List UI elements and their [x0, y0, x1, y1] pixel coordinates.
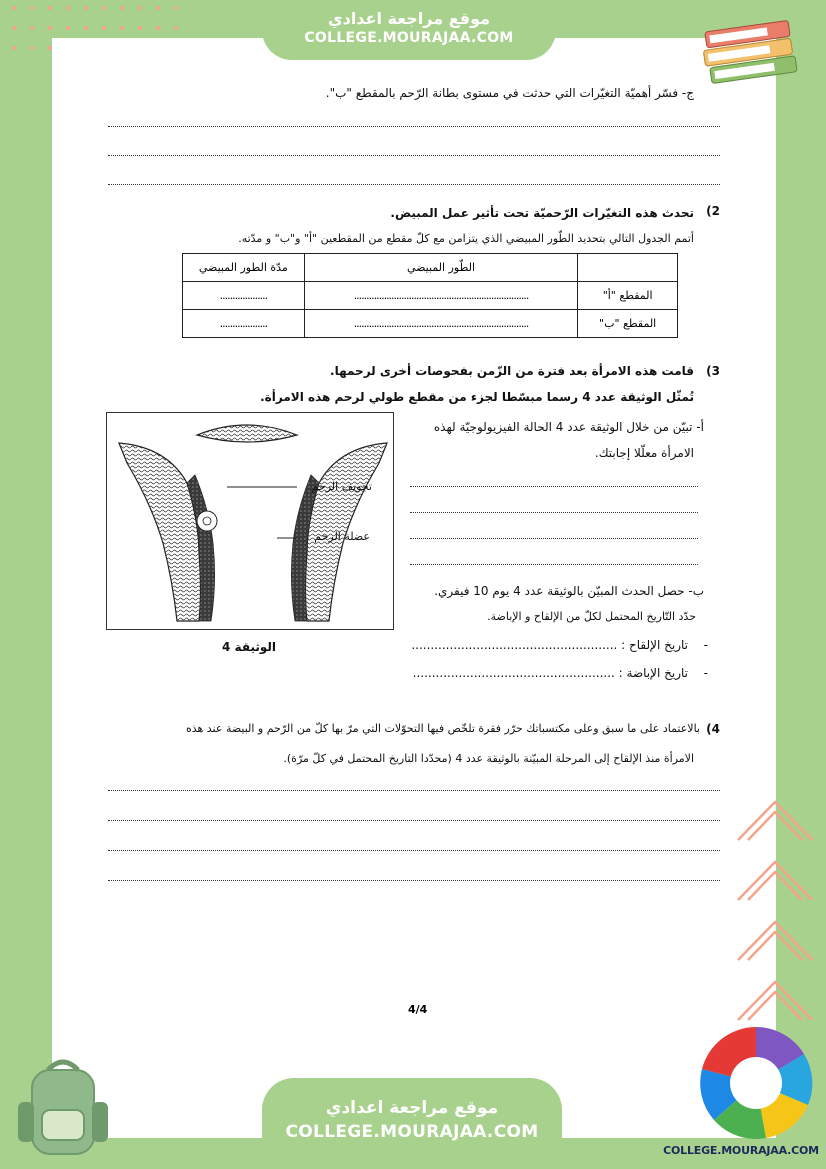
decorative-dot	[102, 6, 106, 10]
decorative-dot	[48, 26, 52, 30]
decorative-dot	[30, 26, 34, 30]
decorative-dot	[66, 26, 70, 30]
answer-line[interactable]	[108, 155, 720, 156]
answer-line[interactable]	[410, 564, 698, 565]
decorative-dot	[30, 6, 34, 10]
answer-line[interactable]	[108, 126, 720, 127]
ovarian-phase-table	[182, 253, 678, 338]
decorative-dot	[138, 26, 142, 30]
table-cell-phase[interactable]: ......................................................................	[304, 282, 578, 310]
decorative-dot	[66, 6, 70, 10]
answer-line[interactable]	[108, 820, 720, 821]
decorative-dot	[102, 26, 106, 30]
chevron-up-icon	[728, 790, 822, 1030]
decorative-dot	[174, 26, 178, 30]
table-cell-label: المقطع "أ"	[578, 282, 678, 310]
figure-uterus	[106, 412, 394, 630]
question-3a-line1: أ- تبيّن من خلال الوثيقة عدد 4 الحالة الفيزيولوجيّة لهذه	[433, 420, 704, 434]
answer-line[interactable]	[108, 880, 720, 881]
site-banner-top[interactable]	[262, 0, 556, 60]
table-row	[183, 310, 678, 338]
label-uterine-muscle: عضلة الرحم	[314, 530, 370, 543]
table-header	[578, 254, 678, 282]
books-icon	[698, 12, 803, 90]
site-name: موقع مراجعة اعدادي	[327, 9, 491, 28]
question-3a-line2: الامرأة معلّلا إجابتك.	[594, 446, 694, 460]
fertilization-date-field[interactable]: تاريخ الإلقاح : ......................................................	[411, 638, 688, 652]
site-domain: COLLEGE.MOURAJAA.COM	[304, 30, 514, 46]
answer-line[interactable]	[410, 512, 698, 513]
table-header-row	[183, 254, 678, 282]
question-4-number: 4)	[706, 722, 720, 736]
table-cell-duration[interactable]: ...................	[183, 310, 305, 338]
footer-domain[interactable]: COLLEGE.MOURAJAA.COM	[663, 1144, 819, 1157]
label-uterine-cavity: تجويف الرحم	[311, 480, 372, 493]
question-3-title: قامت هذه الامرأة بعد فترة من الزّمن بفحوصات أخرى لرحمها.	[330, 364, 694, 378]
site-banner-bottom[interactable]	[262, 1078, 562, 1169]
bullet: -	[703, 666, 708, 680]
decorative-dot	[174, 6, 178, 10]
question-2-number: 2)	[706, 204, 720, 218]
ovulation-date-field[interactable]: تاريخ الإباضة : .....................................................	[412, 666, 688, 680]
decorative-dot	[30, 46, 34, 50]
backpack-icon	[12, 1052, 112, 1162]
question-1c: ج- فسّر أهميّة التغيّرات التي حدثت في مستوى بطانة الرّحم بالمقطع "ب".	[325, 86, 694, 100]
decorative-dot	[48, 6, 52, 10]
question-3-intro: تُمثّل الوثيقة عدد 4 رسما مبسّطا لجزء من مقطع طولي لرحم هذه الامرأة.	[260, 390, 694, 404]
uterus-section-drawing	[107, 413, 395, 631]
decorative-dot	[138, 6, 142, 10]
answer-line[interactable]	[108, 184, 720, 185]
decorative-dot	[12, 46, 16, 50]
answer-line[interactable]	[410, 538, 698, 539]
question-4-line2: الامرأة منذ الإلقاح إلى المرحلة المبيّنة بالوثيقة عدد 4 (محدّدا التاريخ المحتمل في كلّ مرّة).	[283, 752, 694, 765]
table-cell-label: المقطع "ب"	[578, 310, 678, 338]
site-domain: COLLEGE.MOURAJAA.COM	[285, 1122, 539, 1142]
bullet: -	[703, 638, 708, 652]
decorative-dot	[156, 26, 160, 30]
decorative-dot	[84, 6, 88, 10]
question-2-instruction: أتمم الجدول التالي بتحديد الطّور المبيضي الذي يتزامن مع كلّ مقطع من المقطعين "أ" و"ب" و مدّته.	[238, 232, 694, 245]
decorative-dot	[12, 26, 16, 30]
figure-caption: الوثيقة 4	[222, 640, 276, 654]
table-header: الطّور المبيضي	[304, 254, 578, 282]
decorative-dot	[84, 26, 88, 30]
subjects-wheel-icon	[694, 1024, 818, 1142]
page-number: 4/4	[408, 1003, 428, 1016]
table-row	[183, 282, 678, 310]
site-name: موقع مراجعة اعدادي	[325, 1098, 499, 1118]
table-header: مدّة الطور المبيضي	[183, 254, 305, 282]
question-3-number: 3)	[706, 364, 720, 378]
table-cell-duration[interactable]: ...................	[183, 282, 305, 310]
question-4-line1: بالاعتماد على ما سبق وعلى مكتسباتك حرّر فقرة تلخّص فيها التحوّلات التي مرّ بها كلّ من الرّحم و البيضة عند هذه	[185, 722, 700, 735]
table-cell-phase[interactable]: ......................................................................	[304, 310, 578, 338]
answer-line[interactable]	[108, 790, 720, 791]
decorative-dot	[120, 6, 124, 10]
decorative-dot	[156, 6, 160, 10]
answer-line[interactable]	[108, 850, 720, 851]
decorative-dot	[120, 26, 124, 30]
answer-line[interactable]	[410, 486, 698, 487]
question-3b-line1: ب- حصل الحدث المبيّن بالوثيقة عدد 4 يوم 10 فيفري.	[434, 584, 704, 598]
question-3b-line2: حدّد التّاريخ المحتمل لكلّ من الإلقاح و الإباضة.	[487, 610, 696, 623]
decorative-dot	[12, 6, 16, 10]
question-2-title: تحدث هذه التغيّرات الرّحميّة تحت تأثير عمل المبيض.	[390, 206, 694, 220]
